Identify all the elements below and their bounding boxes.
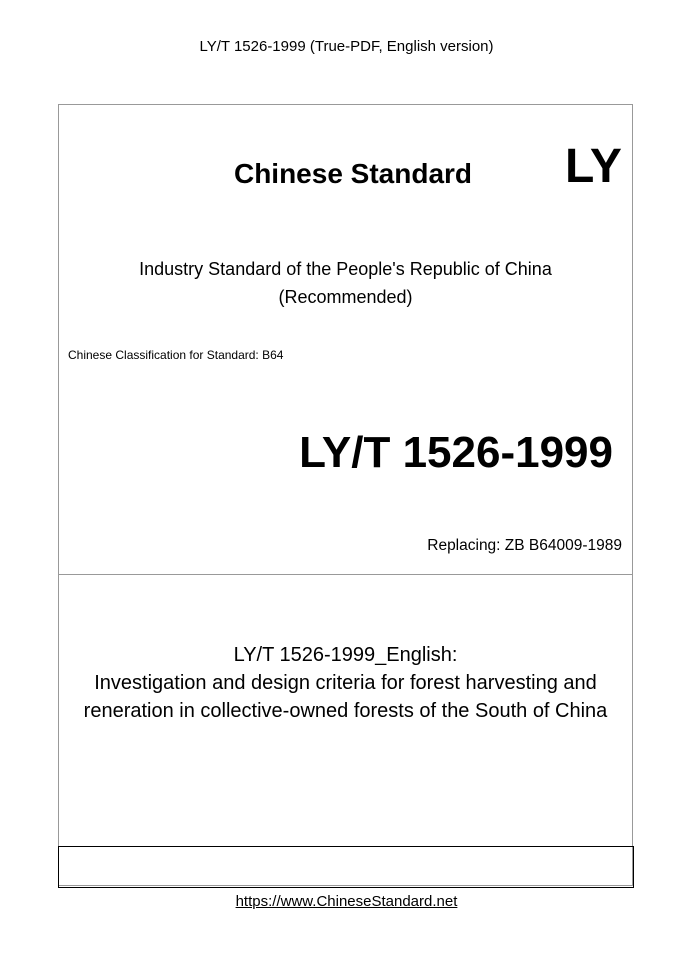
replacing: Replacing: ZB B64009-1989 [427,537,622,554]
cover-divider [58,574,633,575]
english-title-line-2: Investigation and design criteria for forest harvesting and [94,672,597,694]
industry-line-1: Industry Standard of the People's Republic of China [139,259,552,279]
cover-frame [58,104,633,886]
footer [0,893,693,910]
footer-box [58,846,634,888]
cover-title: Chinese Standard [233,158,473,189]
industry-line-2: (Recommended) [278,287,413,307]
standard-code: LY/T 1526-1999 [299,428,613,477]
page-header: LY/T 1526-1999 (True-PDF, English version) [199,38,494,55]
classification: Chinese Classification for Standard: B64 [68,348,284,362]
english-title-line-3: reneration in collective-owned forests of the South of China [83,700,608,722]
website-link[interactable]: https://www.ChineseStandard.net [235,893,458,910]
standard-logo-code: LY [565,140,622,193]
english-title-line-1: LY/T 1526-1999_English: [233,644,458,666]
